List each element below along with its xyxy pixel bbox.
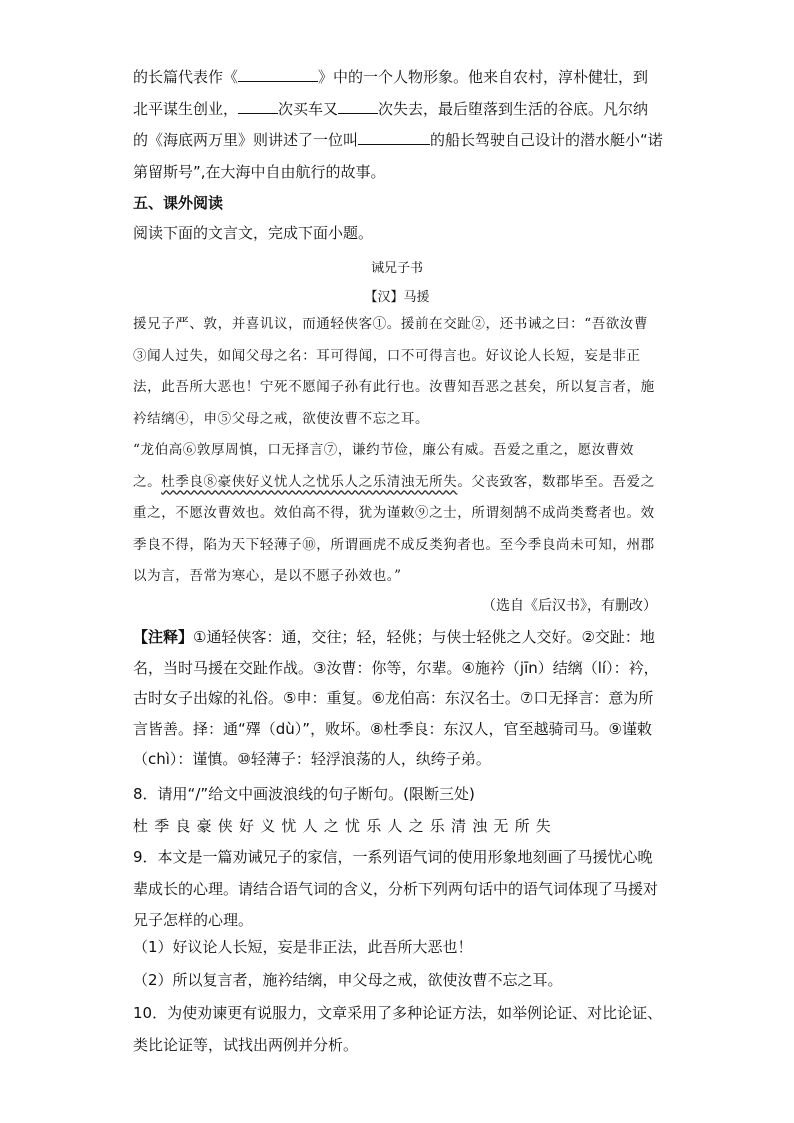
passage-paragraph-2 xyxy=(133,435,661,593)
passage-title: 诫兄子书 xyxy=(370,261,423,276)
source-citation: （选自《后汉书》，有删改） xyxy=(482,598,657,614)
intro-text-5: 的船长驾驶自己设计的潜水艇小“诺第留斯号”,在大海中自由航行的故事。 xyxy=(133,131,663,181)
question-8-sentence[interactable]: 杜季良豪侠好义忧人之忧乐人之乐清浊无所失 xyxy=(133,817,558,835)
passage-body xyxy=(133,309,661,593)
section-heading: 五、课外阅读 xyxy=(133,194,224,212)
fill-blank-count-2[interactable] xyxy=(338,96,378,114)
intro-text-2: 》中的一个人物形象。他来自农村，淳朴健壮，到北平谋生创业， xyxy=(133,68,649,118)
question-9-item-1: （1）好议论人长短，妄是非正法，此吾所大恶也！ xyxy=(133,938,473,956)
fill-blank-count-1[interactable] xyxy=(238,96,278,114)
fill-blank-captain[interactable] xyxy=(358,127,430,145)
annotations-text: ①通轻侠客：通，交往；轻，轻佻；与侠士轻佻之人交好。②交趾：地名，当时马援在交趾作战。③汝曹：你等，尔辈。④施衿（jīn）结缡（lí）：衿，古时女子出嫁的礼俗。⑤申：重复。⑥龙伯高：东汉名士。⑦口无择言：意为所言皆善。择：通“殬（dù）”，败坏。⑧杜季良：东汉人，官至越骑司马。⑨谨敕（chì）：谨慎。⑩轻薄子：轻浮浪荡的人，纨绔子弟。 xyxy=(133,628,659,768)
question-10: 10．为使劝谏更有说服力，文章采用了多种论证方法，如举例论证、对比论证、类比论证等，试找出两例并分析。 xyxy=(133,1004,663,1054)
passage-paragraph-1: 援兄子严、敦，并喜讥议，而通轻侠客①。援前在交趾②，还书诫之曰：“吾欲汝曹③闻人过失，如闻父母之名：耳可得闻，口不可得言也。好议论人长短，妄是非正法，此吾所大恶也！宁死不愿闻子孙有此行也。汝曹知吾恶之甚矣，所以复言者，施衿结缡④，申⑤父母之戒，欲使汝曹不忘之耳。 xyxy=(133,316,655,427)
passage-para2-end: 。父丧致客，数郡毕至。吾爱之重之，不愿汝曹效也。效伯高不得，犹为谨敕⑨之士，所谓刻鹄不成尚类鹜者也。效季良不得，陷为天下轻薄子⑩，所谓画虎不成反类狗者也。至今季良尚未可知，州郡以为言，吾常为寒心，是以不愿子孙效也。” xyxy=(133,473,655,584)
intro-text-4: 次失去，最后堕落到生活的谷底。凡尔纳的《海底两万里》则讲述了一位叫 xyxy=(133,99,649,149)
intro-paragraph xyxy=(133,62,663,188)
intro-text-3: 次买车又 xyxy=(278,99,339,118)
intro-text-1: 的长篇代表作《 xyxy=(133,68,239,86)
annotations xyxy=(133,622,663,775)
question-9-item-2: （2）所以复言者，施衿结缡，申父母之戒，欲使汝曹不忘之耳。 xyxy=(133,971,563,989)
question-9: 9．本文是一篇劝诫兄子的家信，一系列语气词的使用形象地刻画了马援忧心晚辈成长的心理。请结合语气词的含义，分析下列两句话中的语气词体现了马援对兄子怎样的心理。 xyxy=(133,848,659,929)
fill-blank-title[interactable] xyxy=(238,64,318,82)
passage-author: 【汉】马援 xyxy=(364,290,430,305)
question-8: 8．请用“/”给文中画波浪线的句子断句。(限断三处) xyxy=(133,785,475,803)
annotations-label: 【注释】 xyxy=(133,628,194,646)
wavy-underlined-sentence: 杜季良⑧豪侠好义忧人之忧乐人之乐清浊无所失 xyxy=(161,473,458,490)
passage-para2-start: “龙伯高⑥敦厚周慎，口无择言⑦，谦约节俭，廉公有威。吾爱之重之，愿汝曹效之。 xyxy=(133,442,635,490)
section-instruction: 阅读下面的文言文，完成下面小题。 xyxy=(133,224,374,242)
